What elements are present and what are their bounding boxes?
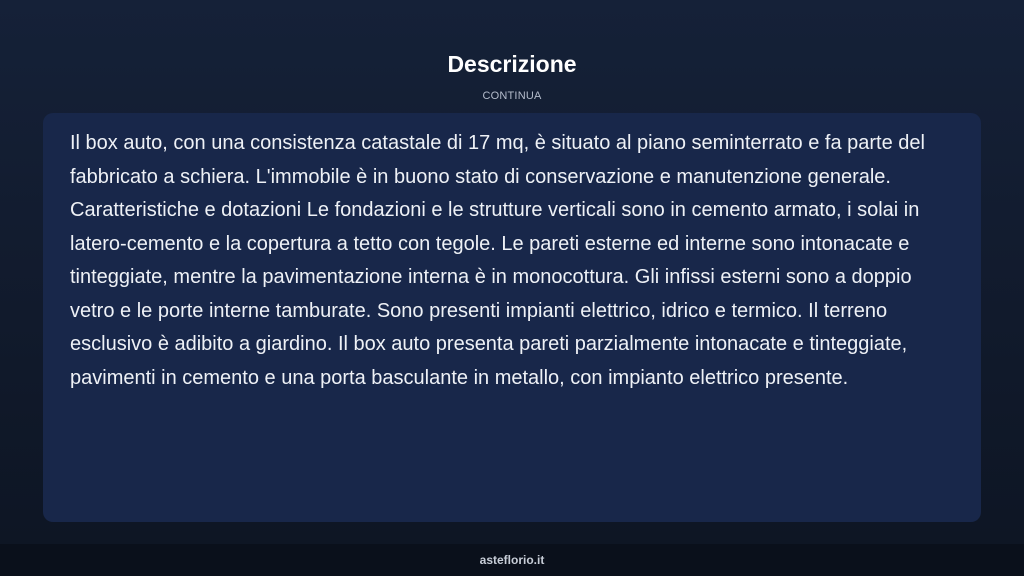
footer-brand: asteflorio.it (479, 553, 545, 567)
description-text: Il box auto, con una consistenza catastale di 17 mq, è situato al piano seminterrato e fa parte del fabbricato a schiera. L'immobile è in buono stato di conservazione e manutenzione generale. Caratteristiche e dotazioni Le fondazioni e le strutture verticali sono in cemento armato, i solai in latero-cemento e la copertura a tetto con tegole. Le pareti esterne ed interne sono intonacate e tinteggiate, mentre la pavimentazione interna è in monocottura. Gli infissi esterni sono a doppio vetro e le porte interne tamburate. Sono presenti impianti elettrico, idrico e termico. Il terreno esclusivo è adibito a giardino. Il box auto presenta pareti parzialmente intonacate e tinteggiate, pavimenti in cemento e una porta basculante in metallo, con impianto elettrico presente. (70, 132, 925, 389)
page-subtitle: CONTINUA (482, 90, 542, 102)
footer-bar (0, 544, 1024, 576)
page-title: Descrizione (447, 51, 577, 77)
description-card (43, 113, 981, 522)
